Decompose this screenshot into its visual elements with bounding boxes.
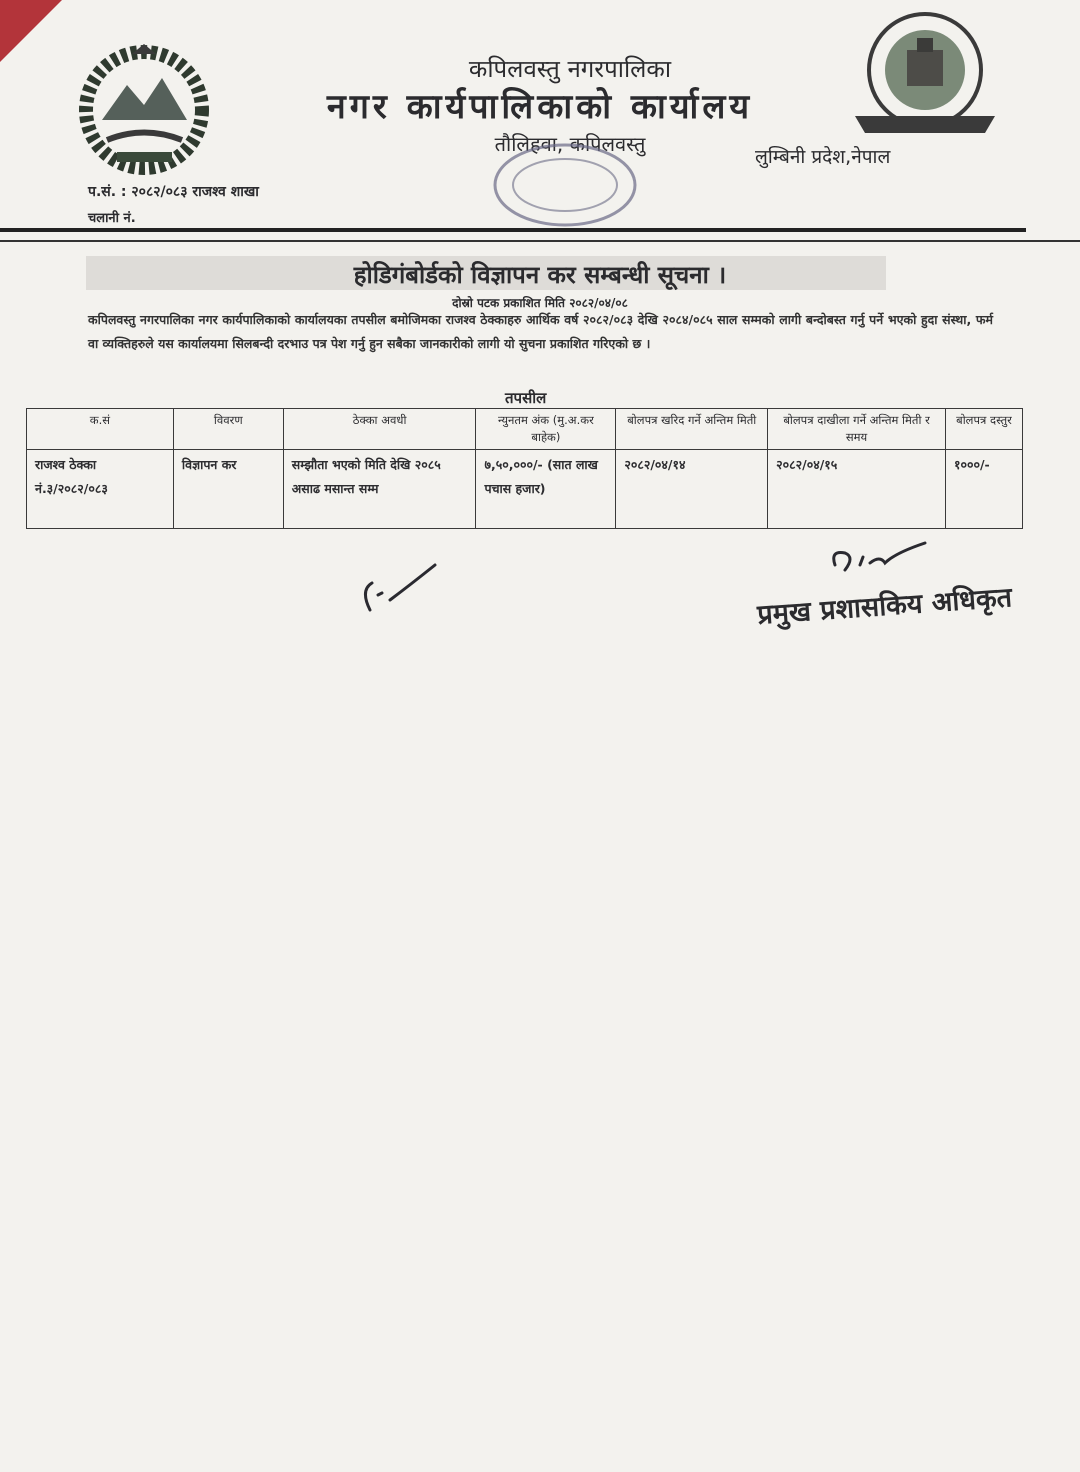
dispatch-number: चलानी नं. — [88, 211, 136, 226]
reference-number: प.सं. : २०८२/०८३ राजश्व शाखा — [88, 184, 259, 200]
publication-date: दोस्रो पटक प्रकाशित मिति २०८२/०४/०८ — [452, 296, 628, 310]
tender-table — [26, 408, 1023, 529]
table-header-row — [27, 409, 1023, 450]
col-header-submission-deadline: बोलपत्र दाखीला गर्ने अन्तिम मिती र समय — [768, 409, 946, 450]
details-label: तपसील — [505, 389, 547, 407]
office-name: नगर कार्यपालिकाको कार्यालय — [326, 87, 754, 127]
signatory-title: प्रमुख प्रशासकिय अधिकृत — [756, 582, 1013, 631]
cell-description: विज्ञापन कर — [173, 450, 283, 529]
col-header-fee: बोलपत्र दस्तुर — [945, 409, 1022, 450]
col-header-period: ठेक्का अवधी — [283, 409, 476, 450]
col-header-min-amount: न्युनतम अंक (मु.अ.कर बाहेक) — [476, 409, 616, 450]
table-row — [27, 450, 1023, 529]
header-rule — [0, 228, 1026, 232]
signature-1-icon — [350, 555, 450, 625]
notice-body: कपिलवस्तु नगरपालिका नगर कार्यपालिकाको कार्यालयका तपसील बमोजिमका राजश्व ठेक्काहरु आर्थिक वर्ष २०८२/०८३ देखि २०८४/०८५ साल सम्मको लागी बन्दोबस्त गर्नु पर्ने भएको हुदा संस्था, फर्म वा व्यक्तिहरुले यस कार्यालयमा सिलबन्दी दरभाउ पत्र पेश गर्नु हुन सबैका जानकारीको लागी यो सुचना प्रकाशित गरिएको छ । — [88, 312, 993, 351]
office-stamp-icon — [485, 140, 645, 240]
cell-purchase-deadline: २०८२/०४/१४ — [616, 450, 768, 529]
municipality-name: कपिलवस्तु नगरपालिका — [468, 55, 672, 83]
col-header-purchase-deadline: बोलपत्र खरिद गर्ने अन्तिम मिती — [616, 409, 768, 450]
cell-min-amount: ७,५०,०००/- (सात लाख पचास हजार) — [476, 450, 616, 529]
cell-submission-deadline: २०८२/०४/१५ — [768, 450, 946, 529]
cell-fee: १०००/- — [945, 450, 1022, 529]
notice-title: होडिगंबोर्डको विज्ञापन कर सम्बन्धी सूचना । — [353, 261, 727, 289]
town-name: तौलिहवा, कपिलवस्तु — [494, 132, 646, 156]
col-header-description: विवरण — [173, 409, 283, 450]
province-name: लुम्बिनी प्रदेश,नेपाल — [755, 146, 891, 168]
header-rule-thin — [0, 240, 1080, 242]
cell-period: सम्झौता भएको मिति देखि २०८५ असाढ मसान्त सम्म — [283, 450, 476, 529]
col-header-serial: क.सं — [27, 409, 174, 450]
signature-2-icon — [825, 535, 935, 585]
cell-serial: राजश्व ठेक्का नं.३/२०८२/०८३ — [27, 450, 174, 529]
